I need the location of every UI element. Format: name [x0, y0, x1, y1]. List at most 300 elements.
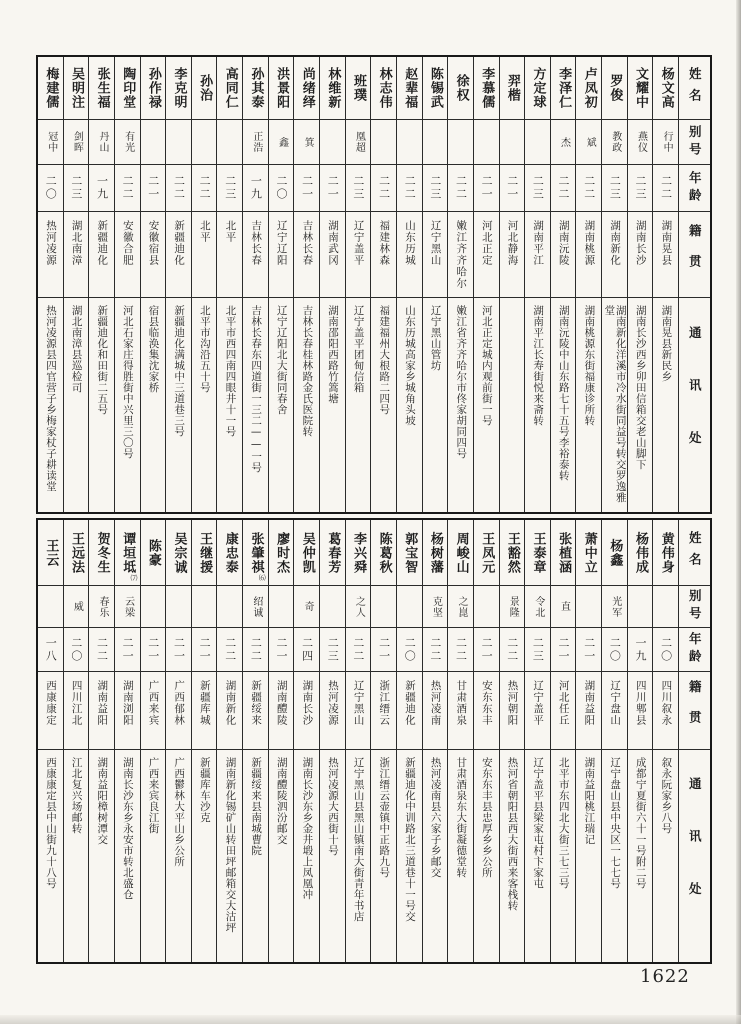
address-cell [38, 298, 63, 512]
address-cell [294, 298, 319, 512]
age-cell-text: 二一 [198, 636, 212, 663]
age-cell [115, 165, 140, 212]
age-cell [141, 628, 166, 672]
native-place-cell [371, 672, 396, 750]
address-cell-text: 湖南桃源东街福康诊所转 [583, 305, 596, 426]
age-cell-text: 二一 [505, 175, 519, 201]
address-cell [294, 750, 319, 962]
alias-cell [602, 586, 627, 628]
age-cell-text: 二二 [249, 636, 263, 663]
age-cell [320, 628, 345, 672]
name-cell-text: 王凤元 [479, 531, 495, 574]
name-cell-text: 葛春芳 [325, 531, 341, 574]
name-cell [294, 57, 319, 120]
person-column [447, 520, 473, 962]
age-cell [269, 628, 294, 672]
age-cell-text: 二二 [223, 636, 237, 663]
native-place-cell-text: 吉林长春 [301, 220, 314, 266]
alias-cell-text: 剑晖 [71, 131, 83, 153]
alias-cell [141, 586, 166, 628]
header-native-text: 籍贯 [687, 224, 703, 285]
native-place-cell-text: 安徽宿县 [147, 220, 160, 266]
address-cell-text: 江北复兴场邮转 [70, 757, 83, 834]
alias-cell-text: 威 [71, 601, 83, 612]
native-place-cell [166, 212, 191, 298]
name-cell [551, 57, 576, 120]
name-cell-text: 孙治 [197, 74, 213, 102]
address-cell-text: 安东东丰县忠厚乡乡公所 [480, 757, 493, 878]
native-place-cell [653, 672, 678, 750]
age-cell [576, 165, 601, 212]
alias-cell [371, 586, 396, 628]
age-cell-text: 二〇 [659, 636, 673, 663]
age-cell-text: 二一 [300, 175, 314, 201]
native-place-cell-text: 湖南武冈 [327, 220, 340, 266]
native-place-cell [448, 212, 473, 298]
age-cell [551, 628, 576, 672]
person-column [370, 520, 396, 962]
native-place-cell-text: 湖南浏阳 [121, 680, 134, 726]
native-place-cell-text: 湖南平江 [532, 220, 545, 266]
native-place-cell [192, 212, 217, 298]
address-cell [525, 298, 550, 512]
native-place-cell-text: 福建林森 [378, 220, 391, 266]
person-column [38, 520, 63, 962]
alias-cell-text: 云梁 [122, 595, 134, 618]
alias-cell-text: 冠中 [45, 131, 57, 153]
alias-cell [115, 586, 140, 628]
native-place-cell-text: 辽宁盖平 [532, 680, 545, 726]
address-cell [551, 298, 576, 512]
name-cell-text: 陈豪 [145, 538, 161, 567]
native-place-cell-text: 热河凌南 [429, 680, 442, 726]
alias-cell [217, 586, 242, 628]
address-cell-text: 山东历城高家乡城角头坡 [403, 305, 416, 426]
name-cell [269, 57, 294, 120]
address-cell-text: 辽宁辽阳北大街同春舍 [275, 305, 288, 415]
name-cell [89, 57, 114, 120]
age-cell-text: 二二 [95, 636, 109, 663]
alias-cell [243, 586, 268, 628]
age-cell [192, 165, 217, 212]
age-cell [294, 165, 319, 212]
native-place-cell [371, 212, 396, 298]
address-cell-text: 湖南新化锡矿山转田坪邮箱交大沽坪 [224, 757, 237, 933]
name-cell-text: 吴宗诚 [171, 531, 187, 574]
age-cell-text: 二一 [480, 636, 494, 663]
address-cell-text: 热河凌南县六家子乡邮交 [429, 757, 442, 878]
person-column [63, 520, 89, 962]
native-place-cell [115, 672, 140, 750]
age-cell-text: 二三 [531, 636, 545, 663]
age-cell [217, 165, 242, 212]
age-cell-text: 二一 [557, 636, 571, 663]
alias-cell-text: 燕仪 [635, 131, 647, 153]
address-cell-text: 辽宁黑山管坊 [429, 305, 442, 371]
alias-cell [628, 586, 653, 628]
alias-cell-text: 景隆 [507, 595, 519, 618]
alias-cell [371, 120, 396, 165]
age-cell [243, 628, 268, 672]
native-place-cell [38, 212, 63, 298]
age-cell [448, 165, 473, 212]
person-column [627, 520, 653, 962]
alias-cell-text: 行中 [661, 131, 673, 153]
name-cell-text: 贺冬生 [94, 531, 110, 574]
native-place-cell-text: 湖南益阳 [583, 680, 596, 726]
age-cell-text: 二三 [326, 636, 340, 663]
header-name-text: 姓名 [687, 66, 703, 110]
age-cell-text: 二三 [223, 175, 237, 201]
address-cell [217, 750, 242, 962]
native-place-cell-text: 四川江北 [70, 680, 83, 726]
age-cell [525, 628, 550, 672]
header-age-text: 年龄 [687, 632, 703, 667]
alias-cell [423, 120, 448, 165]
address-cell-text: 浙江缙云壶镇中正路九号 [378, 757, 391, 878]
name-cell [294, 520, 319, 586]
age-cell-text: 二一 [275, 636, 288, 663]
person-column [550, 57, 576, 512]
address-cell [141, 750, 166, 962]
native-place-cell [346, 212, 371, 298]
native-place-cell [346, 672, 371, 750]
age-cell-text: 一九 [633, 636, 647, 663]
name-cell [474, 520, 499, 586]
native-place-cell [653, 212, 678, 298]
person-column [575, 520, 601, 962]
native-place-cell-text: 新疆绥来 [250, 680, 263, 726]
name-cell-text: 黄伟身 [658, 531, 674, 574]
person-column [242, 57, 268, 512]
header-age [679, 628, 710, 672]
name-cell-text: 羿楷 [504, 74, 520, 102]
age-cell [371, 165, 396, 212]
alias-cell [397, 120, 422, 165]
name-cell-text: 吴明注 [68, 67, 84, 109]
native-place-cell-text: 四川郫县 [634, 680, 647, 726]
person-column [38, 57, 63, 512]
name-cell [64, 57, 89, 120]
person-column [473, 57, 499, 512]
age-cell [166, 165, 191, 212]
name-cell [602, 520, 627, 586]
age-cell-text: 二一 [146, 175, 160, 201]
name-cell-text: 卢凤初 [581, 67, 597, 109]
alias-cell [500, 586, 525, 628]
header-alias-text: 别号 [687, 589, 703, 624]
age-cell-text: 一九 [95, 175, 109, 201]
native-place-cell [474, 672, 499, 750]
native-place-cell-text: 湖南新化 [224, 680, 237, 726]
native-place-cell-text: 热河朝阳 [506, 680, 519, 726]
age-cell-text: 二〇 [275, 175, 288, 201]
person-column [422, 57, 448, 512]
age-cell-text: 二〇 [403, 636, 417, 663]
age-cell [294, 628, 319, 672]
address-cell-text: 新疆迪化和田街二五号 [96, 305, 109, 415]
person-column [345, 520, 371, 962]
address-cell-text: 湖南平江长寿街悦来斋转 [532, 305, 545, 426]
name-cell [525, 520, 550, 586]
directory-table-bottom [36, 518, 712, 964]
native-place-cell [269, 212, 294, 298]
age-cell [653, 628, 678, 672]
native-place-cell-text: 新疆库城 [198, 680, 211, 726]
native-place-cell [38, 672, 63, 750]
age-cell [628, 628, 653, 672]
native-place-cell [243, 212, 268, 298]
age-cell-text: 二四 [300, 636, 314, 663]
header-alias [679, 120, 710, 165]
name-cell-text: 陈葛秋 [376, 531, 392, 574]
name-cell [346, 520, 371, 586]
native-place-cell [64, 212, 89, 298]
name-cell [628, 57, 653, 120]
person-column [140, 57, 166, 512]
header-alias-text: 别号 [687, 124, 703, 160]
address-cell [371, 298, 396, 512]
name-cell [141, 520, 166, 586]
address-cell-text: 河北正定城内观前街一号 [480, 305, 493, 426]
name-cell-text: 杨树藩 [427, 531, 443, 574]
address-cell [397, 750, 422, 962]
age-cell [346, 628, 371, 672]
age-cell-text: 二二 [659, 175, 673, 201]
address-cell [115, 750, 140, 962]
address-cell [628, 298, 653, 512]
name-cell-text: 周峻山 [453, 531, 469, 574]
address-cell-text: 湖南新化洋溪市冷水街同益号转交罗逸雅堂 [603, 305, 627, 503]
address-cell-text: 广西来宾良江街 [147, 757, 160, 834]
address-cell [64, 298, 89, 512]
native-place-cell-text: 河北任丘 [557, 680, 570, 726]
age-cell [653, 165, 678, 212]
person-column [550, 520, 576, 962]
alias-cell-text: 之人 [353, 595, 365, 618]
native-place-cell-text: 辽宁黑山 [352, 680, 365, 726]
name-cell [500, 520, 525, 586]
alias-cell-text: 光军 [609, 595, 621, 618]
address-cell-text: 西康康定县中山街九十八号 [44, 757, 57, 889]
native-place-cell-text: 嫩江齐齐哈尔 [455, 220, 468, 289]
native-place-cell-text: 湖南新化 [609, 220, 622, 266]
age-cell [89, 628, 114, 672]
name-cell-text: 张植涵 [556, 531, 572, 574]
address-cell [602, 298, 627, 512]
name-cell [448, 57, 473, 120]
native-place-cell [166, 672, 191, 750]
alias-cell [448, 586, 473, 628]
alias-cell [576, 120, 601, 165]
alias-cell [653, 586, 678, 628]
name-cell-text: 班璞 [351, 74, 366, 102]
name-cell-text: 李泽仁 [556, 67, 572, 109]
alias-cell [64, 120, 89, 165]
alias-cell [551, 586, 576, 628]
header-native-text: 籍贯 [687, 680, 703, 741]
address-cell-text: 湖南益阳樟树潭交 [96, 757, 109, 845]
name-cell [115, 57, 140, 120]
native-place-cell [628, 212, 653, 298]
address-cell [474, 750, 499, 962]
age-cell-text: 二一 [480, 175, 494, 201]
native-place-cell [551, 672, 576, 750]
age-cell [500, 628, 525, 672]
header-name-text: 姓名 [687, 531, 703, 574]
address-cell [423, 750, 448, 962]
native-place-cell [294, 672, 319, 750]
person-column [88, 57, 114, 512]
alias-cell [653, 120, 678, 165]
address-cell-text: 湖南长沙东乡永安市转北盛仓 [121, 757, 134, 900]
alias-cell [346, 120, 371, 165]
name-cell [141, 57, 166, 120]
address-cell-text: 吉林长春桂林路金氏医院转 [301, 305, 314, 437]
address-cell [320, 750, 345, 962]
native-place-cell-text: 安徽合肥 [121, 220, 134, 266]
alias-cell-text: 绍诚 [250, 595, 262, 618]
age-cell [192, 628, 217, 672]
age-cell [64, 628, 89, 672]
address-cell [500, 298, 525, 512]
native-place-cell-text: 辽宁盖平 [352, 220, 365, 266]
age-cell [602, 165, 627, 212]
age-cell-text: 二二 [351, 636, 365, 663]
age-cell-text: 二二 [172, 175, 186, 201]
address-cell-text: 湖北南漳县巡检司 [70, 305, 83, 393]
native-place-cell [576, 672, 601, 750]
address-cell-text: 辽宁盘山县中央区一七七号 [609, 757, 622, 889]
name-cell [192, 57, 217, 120]
name-cell [500, 57, 525, 120]
native-place-cell [64, 672, 89, 750]
person-column [140, 520, 166, 962]
address-cell [371, 750, 396, 962]
age-cell-text: 二三 [428, 175, 442, 201]
age-cell [576, 628, 601, 672]
address-cell-text: 广西鬱林大平山乡公所 [173, 757, 186, 867]
native-place-cell-text: 广西来宾 [147, 680, 160, 726]
name-cell [217, 520, 242, 586]
alias-cell [294, 120, 319, 165]
address-cell [576, 298, 601, 512]
native-place-cell [551, 212, 576, 298]
age-cell-text: 二二 [377, 175, 391, 201]
native-place-cell-text: 北平 [198, 220, 211, 243]
name-cell [89, 520, 114, 586]
footnote-mark: ⑹ [258, 574, 266, 582]
name-cell [243, 520, 268, 586]
native-place-cell-text: 辽宁盘山 [609, 680, 622, 726]
scan-edge-shadow-right [736, 0, 741, 1024]
address-cell [602, 750, 627, 962]
person-column [191, 520, 217, 962]
address-cell-text: 湖南晃县新民乡 [660, 305, 673, 382]
address-cell-text: 河北石家庄得胜街中兴里三〇号 [121, 305, 134, 459]
person-column [88, 520, 114, 962]
native-place-cell-text: 湖南益阳 [96, 680, 109, 726]
native-place-cell-text: 热河凌源 [327, 680, 340, 726]
address-cell [500, 750, 525, 962]
native-place-cell [602, 212, 627, 298]
person-column [268, 520, 294, 962]
name-cell-text: 孙其泰 [248, 67, 264, 109]
native-place-cell [141, 212, 166, 298]
native-place-cell-text: 湖南晃县 [660, 220, 673, 266]
person-column [191, 57, 217, 512]
native-place-cell-text: 湖南长沙 [634, 220, 647, 266]
address-cell [320, 298, 345, 512]
native-place-cell [474, 212, 499, 298]
age-cell [89, 165, 114, 212]
name-cell-text: 林志伟 [376, 67, 392, 109]
age-cell [115, 628, 140, 672]
native-place-cell-text: 湖北南漳 [70, 220, 83, 266]
header-address-text: 通讯处 [687, 777, 703, 935]
header-alias [679, 586, 710, 628]
name-cell [576, 57, 601, 120]
age-cell [38, 165, 63, 212]
native-place-cell [89, 212, 114, 298]
address-cell-text: 吉林长春东四道街一三二——一号 [250, 305, 263, 473]
person-column [601, 57, 627, 512]
age-cell [269, 165, 294, 212]
address-cell-text: 热河凌源县四官营子乡梅家杖子耕读堂 [44, 305, 57, 492]
native-place-cell-text: 广西郁林 [173, 680, 186, 726]
name-cell-text: 陶印堂 [120, 67, 136, 109]
alias-cell [602, 120, 627, 165]
native-place-cell [192, 672, 217, 750]
address-cell-text: 辽宁盖平团甸信箱 [352, 305, 365, 393]
native-place-cell [602, 672, 627, 750]
address-cell [141, 298, 166, 512]
address-cell-text: 辽宁黑山县黑山镇南大街青年书店 [352, 757, 365, 922]
person-column [524, 57, 550, 512]
person-column [473, 520, 499, 962]
name-cell-text: 王豁然 [504, 531, 520, 574]
age-cell-text: 二三 [69, 175, 83, 201]
alias-cell-text: 春乐 [96, 595, 108, 618]
alias-cell [346, 586, 371, 628]
age-cell-text: 二一 [146, 636, 160, 663]
native-place-cell-text: 湖南醴陵 [275, 680, 288, 726]
alias-cell-text: 斌 [584, 136, 596, 148]
address-cell [243, 298, 268, 512]
native-place-cell-text: 湖南沅陵 [557, 220, 570, 266]
age-cell-text: 二〇 [44, 175, 58, 201]
age-cell-text: 二二 [505, 636, 519, 663]
age-cell [551, 165, 576, 212]
address-cell-text: 湖南长沙东乡金井塅上凤凰冲 [301, 757, 314, 900]
person-column [165, 520, 191, 962]
age-cell-text: 二一 [121, 636, 135, 663]
header-native [679, 212, 710, 298]
age-cell-text: 二〇 [608, 636, 622, 663]
alias-cell [525, 586, 550, 628]
address-cell [269, 750, 294, 962]
person-column [370, 57, 396, 512]
person-column [345, 57, 371, 512]
age-cell-text: 一八 [44, 636, 58, 663]
person-column [499, 57, 525, 512]
alias-cell [397, 586, 422, 628]
header-age-text: 年龄 [687, 170, 703, 206]
native-place-cell-text: 河北正定 [480, 220, 493, 266]
person-column [601, 520, 627, 962]
scan-edge-shadow-bottom [0, 1015, 741, 1024]
name-cell-text: 郭宝智 [402, 531, 418, 574]
